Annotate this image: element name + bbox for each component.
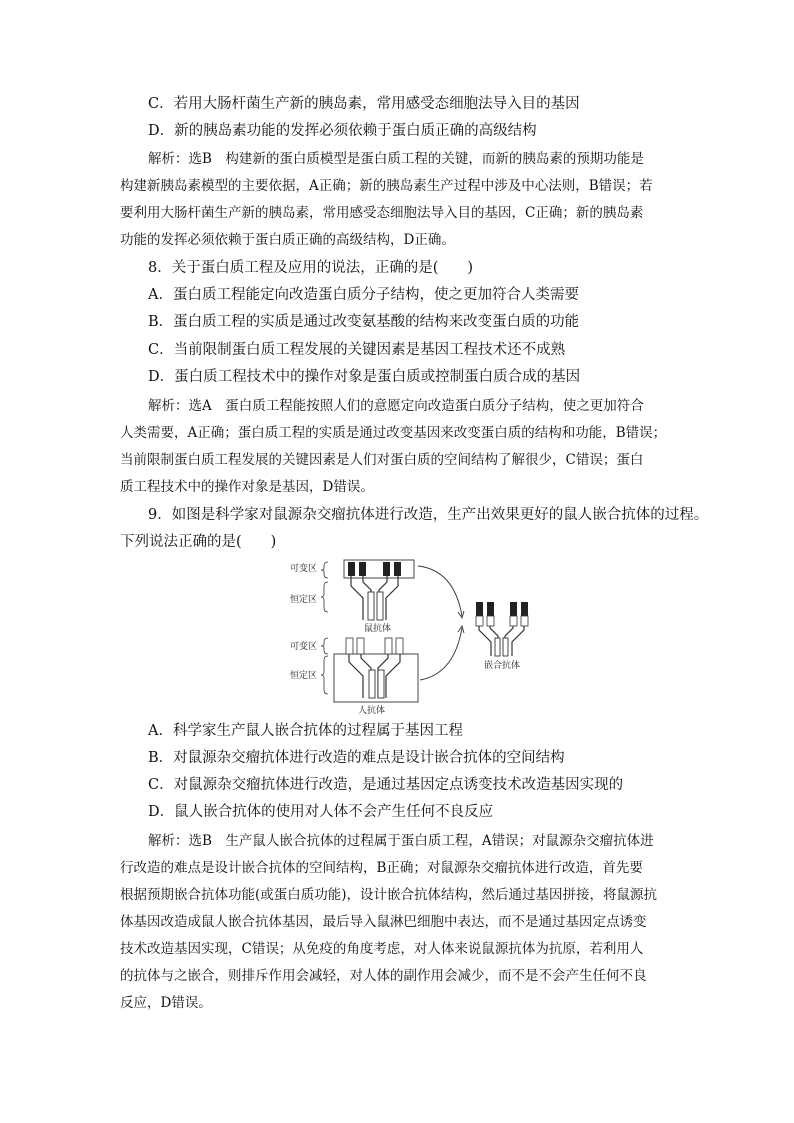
brace-bottom-constant [321, 656, 328, 694]
q7-option-d: D．新的胰岛素功能的发挥必须依赖于蛋白质正确的高级结构 [148, 123, 537, 139]
q9-analysis-line-3: 根据预期嵌合抗体功能(或蛋白质功能)，设计嵌合抗体结构，然后通过基因拼接，将鼠源抗 [120, 887, 658, 903]
q7-option-c: C．若用大肠杆菌生产新的胰岛素，常用感受态细胞法导入目的基因 [148, 96, 580, 112]
q9-analysis-line-4: 体基因改造成鼠人嵌合抗体基因，最后导入鼠淋巴细胞中表达，而不是通过基因定点诱变 [120, 914, 647, 930]
brace-top-variable [321, 562, 328, 578]
q8-analysis-line-4: 质工程技术中的操作对象是基因，D错误。 [120, 479, 374, 495]
q8-analysis-line-1: 解析：选A 蛋白质工程能按照人们的意愿定向改造蛋白质分子结构，使之更加符合 [148, 398, 644, 414]
q8-stem: 8．关于蛋白质工程及应用的说法，正确的是( ) [148, 260, 474, 276]
chimeric-antibody [476, 602, 528, 656]
q9-stem-line-2: 下列说法正确的是( ) [120, 534, 277, 550]
q9-analysis-line-5: 技术改造基因实现，C错误；从免疫的角度考虑，对人体来说鼠源抗体为抗原，若利用人 [120, 941, 644, 957]
q9-analysis-line-6: 的抗体与之嵌合，则排斥作用会减轻，对人体的副作用会减少，而不是不会产生任何不良 [120, 968, 647, 984]
human-constant-box [334, 654, 418, 702]
label-chimeric-antibody: 嵌合抗体 [484, 661, 521, 671]
brace-bottom-variable [321, 638, 328, 654]
antibody-diagram [284, 558, 544, 718]
q9-stem-line-1: 9．如图是科学家对鼠源杂交瘤抗体进行改造，生产出效果更好的鼠人嵌合抗体的过程。 [148, 507, 709, 523]
q8-option-b: B．蛋白质工程的实质是通过改变氨基酸的结构来改变蛋白质的功能 [148, 314, 580, 330]
arrow-from-mouse [418, 566, 462, 616]
label-constant-region-bottom: 恒定区 [290, 671, 318, 681]
q7-analysis-line-2: 构建新胰岛素模型的主要依据，A正确；新的胰岛素生产过程中涉及中心法则，B错误；若 [120, 178, 653, 194]
q7-analysis-line-1: 解析：选B 构建新的蛋白质模型是蛋白质工程的关键，而新的胰岛素的预期功能是 [148, 151, 644, 167]
arrow-from-human [420, 628, 462, 680]
q8-option-d: D．蛋白质工程技术中的操作对象是蛋白质或控制蛋白质合成的基因 [148, 369, 581, 385]
q7-analysis-line-4: 功能的发挥必须依赖于蛋白质正确的高级结构，D正确。 [120, 232, 455, 248]
q9-option-a: A．科学家生产鼠人嵌合抗体的过程属于基因工程 [148, 723, 463, 739]
q8-option-a: A．蛋白质工程能定向改造蛋白质分子结构，使之更加符合人类需要 [148, 287, 579, 303]
label-variable-region-bottom: 可变区 [290, 642, 318, 652]
brace-top-constant [321, 582, 328, 612]
label-mouse-antibody: 鼠抗体 [364, 624, 392, 634]
q9-option-c: C．对鼠源杂交瘤抗体进行改造，是通过基因定点诱变技术改造基因实现的 [148, 777, 624, 793]
q9-option-b: B．对鼠源杂交瘤抗体进行改造的难点是设计嵌合抗体的空间结构 [148, 750, 565, 766]
label-constant-region-top: 恒定区 [290, 595, 318, 605]
q9-analysis-line-2: 行改造的难点是设计嵌合抗体的空间结构，B正确；对鼠源杂交瘤抗体进行改造，首先要 [120, 860, 643, 876]
q9-option-d: D．鼠人嵌合抗体的使用对人体不会产生任何不良反应 [148, 804, 494, 820]
q8-analysis-line-2: 人类需要，A正确；蛋白质工程的实质是通过改变基因来改变蛋白质的结构和功能，B错误； [120, 425, 667, 441]
label-variable-region-top: 可变区 [290, 564, 318, 574]
mouse-antibody [348, 562, 401, 620]
q8-option-c: C．当前限制蛋白质工程发展的关键因素是基因工程技术还不成熟 [148, 342, 566, 358]
q9-analysis-line-1: 解析：选B 生产鼠人嵌合抗体的过程属于蛋白质工程，A错误；对鼠源杂交瘤抗体进 [148, 833, 654, 849]
human-antibody [346, 638, 403, 698]
q7-analysis-line-3: 要利用大肠杆菌生产新的胰岛素，常用感受态细胞法导入目的基因，C正确；新的胰岛素 [120, 205, 644, 221]
q9-analysis-line-7: 反应，D错误。 [120, 995, 212, 1011]
label-human-antibody: 人抗体 [358, 706, 386, 716]
q8-analysis-line-3: 当前限制蛋白质工程发展的关键因素是人们对蛋白质的空间结构了解很少，C错误；蛋白 [120, 452, 644, 468]
